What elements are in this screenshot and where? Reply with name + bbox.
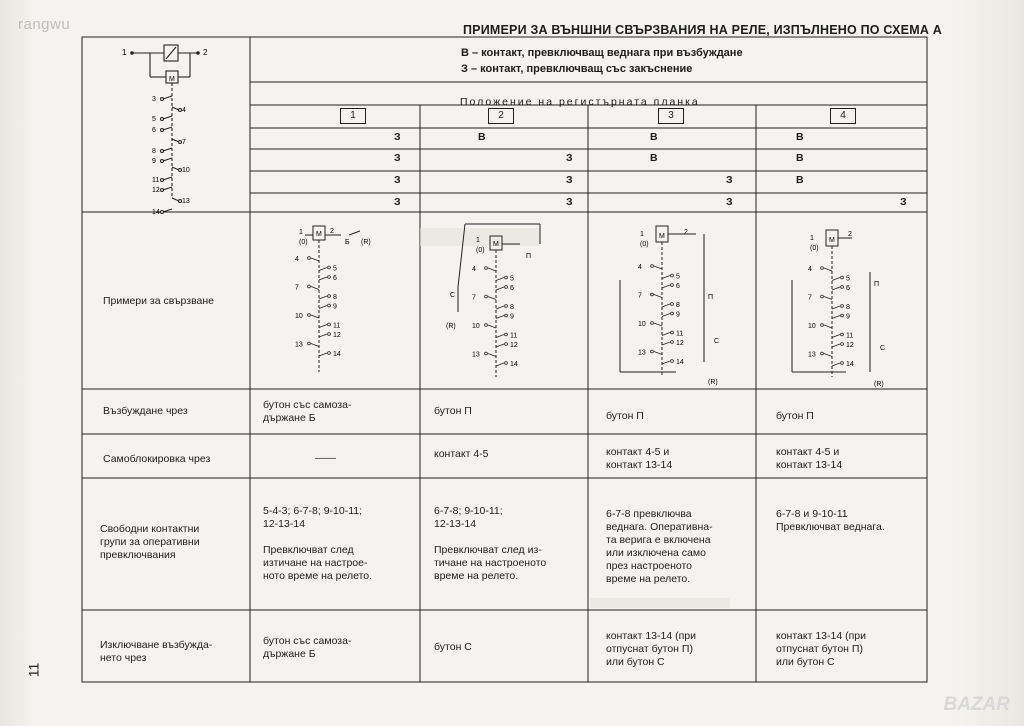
contact-mark: З bbox=[566, 174, 573, 186]
excitation-value-3: бутон П bbox=[606, 410, 644, 422]
diagram-contact-label: 6 bbox=[846, 285, 850, 292]
schematic-contact-label: 7 bbox=[182, 139, 186, 146]
legend-delayed: З – контакт, превключващ със закъснение bbox=[461, 63, 693, 75]
contact-mark: З bbox=[726, 196, 733, 208]
contact-mark: В bbox=[478, 131, 486, 143]
switch-off-value-3: контакт 13-14 (при отпуснат бутон П) или бутон С bbox=[606, 630, 696, 668]
diagram-contact-label: 9 bbox=[846, 313, 850, 321]
diagram-contact-label: 9 bbox=[333, 303, 337, 311]
d2-c: С bbox=[450, 292, 456, 299]
free-groups-value-4: 6-7-8 и 9-10-11 Превключват веднага. bbox=[776, 508, 885, 533]
d1-motor: M bbox=[316, 231, 322, 238]
d4-label-1: 1 bbox=[810, 235, 814, 242]
free-groups-value-2: 6-7-8; 9-10-11; 12-13-14 Превключват след из- тичане на настроеното време на релето. bbox=[434, 505, 547, 582]
schematic-contact-label: 11 bbox=[152, 177, 160, 184]
d3-zero: (0) bbox=[640, 241, 649, 248]
d4-r: (R) bbox=[874, 381, 884, 388]
position-box-1: 1 bbox=[340, 108, 366, 124]
schematic-motor: M bbox=[169, 76, 175, 83]
wiring-diagram-1 bbox=[265, 222, 385, 382]
d4-motor: M bbox=[829, 237, 835, 244]
d4-c: С bbox=[880, 345, 886, 352]
diagram-contact-label: 6 bbox=[510, 285, 514, 292]
d2-zero: (0) bbox=[476, 247, 485, 254]
excitation-value-4: бутон П bbox=[776, 410, 814, 422]
self-lock-value-4: контакт 4-5 и контакт 13-14 bbox=[776, 446, 843, 471]
diagram-contact-label: 8 bbox=[676, 302, 680, 309]
d1-label-1: 1 bbox=[299, 229, 303, 236]
diagram-contact-label: 14 bbox=[676, 359, 684, 366]
watermark: rangwu bbox=[18, 16, 71, 33]
diagram-contact-label: 10 bbox=[472, 323, 480, 330]
diagram-contact-label: 4 bbox=[472, 266, 476, 273]
diagram-contact-label: 5 bbox=[333, 265, 337, 273]
diagram-contact-label: 7 bbox=[295, 284, 299, 292]
position-label: Положение на регистърната планка bbox=[460, 96, 700, 108]
self-lock-value-1: —— bbox=[315, 452, 336, 464]
contact-mark: З bbox=[394, 196, 401, 208]
diagram-contact-label: 11 bbox=[676, 330, 684, 338]
schematic-label-1: 1 bbox=[122, 48, 127, 57]
schematic-contact-label: 4 bbox=[182, 107, 186, 114]
contact-mark: В bbox=[796, 174, 804, 186]
diagram-contact-label: 8 bbox=[846, 304, 850, 311]
schematic-contact-label: 13 bbox=[182, 198, 190, 205]
row-label-switch-off: Изключване възбужда- нето чрез bbox=[100, 639, 213, 664]
diagram-contact-label: 4 bbox=[638, 264, 642, 271]
contact-mark: З bbox=[566, 152, 573, 164]
d3-motor: M bbox=[659, 233, 665, 240]
d3-r: (R) bbox=[708, 379, 718, 386]
legend-immediate: В – контакт, превключващ веднага при възбуждане bbox=[461, 47, 743, 59]
switch-off-value-4: контакт 13-14 (при отпуснат бутон П) или бутон С bbox=[776, 630, 866, 668]
relay-general-schematic bbox=[110, 42, 220, 216]
diagram-contact-label: 10 bbox=[295, 313, 303, 320]
diagram-contact-label: 6 bbox=[333, 275, 337, 282]
row-label-self-lock: Самоблокировка чрез bbox=[103, 453, 211, 465]
d4-p: П bbox=[874, 281, 880, 288]
d1-label-2: 2 bbox=[330, 228, 334, 235]
contact-mark: В bbox=[796, 131, 804, 143]
diagram-contact-label: 13 bbox=[638, 349, 646, 357]
diagram-contact-label: 13 bbox=[808, 351, 816, 359]
diagram-contact-label: 4 bbox=[295, 256, 299, 263]
schematic-contact-label: 8 bbox=[152, 148, 156, 155]
excitation-value-1: бутон със самоза- държане Б bbox=[263, 399, 352, 424]
diagram-contact-label: 13 bbox=[472, 351, 480, 359]
d3-c: С bbox=[714, 338, 720, 345]
diagram-contact-label: 5 bbox=[510, 275, 514, 283]
schematic-contact-label: 6 bbox=[152, 127, 156, 134]
d2-r: (R) bbox=[446, 323, 456, 330]
position-box-2: 2 bbox=[488, 108, 514, 124]
row-label-excitation: Възбуждане чрез bbox=[103, 405, 188, 417]
position-box-3: 3 bbox=[658, 108, 684, 124]
diagram-contact-label: 14 bbox=[333, 351, 341, 358]
diagram-contact-label: 14 bbox=[846, 361, 854, 368]
schematic-contact-label: 9 bbox=[152, 158, 156, 165]
d4-zero: (0) bbox=[810, 245, 819, 252]
row-label-examples: Примери за свързване bbox=[103, 295, 215, 307]
d1-r: (R) bbox=[361, 239, 371, 246]
diagram-contact-label: 12 bbox=[510, 342, 518, 349]
free-groups-value-1: 5-4-3; 6-7-8; 9-10-11; 12-13-14 Превключват след изтичане на настрое- ното време на релето. bbox=[263, 505, 373, 582]
free-groups-value-3: 6-7-8 превключва веднага. Оперативна- та верига е включена или изключена само през настроеното време на релето. bbox=[606, 508, 713, 585]
diagram-contact-label: 4 bbox=[808, 266, 812, 273]
d3-label-1: 1 bbox=[640, 231, 644, 238]
diagram-contact-label: 11 bbox=[510, 332, 518, 340]
contact-mark: З bbox=[394, 174, 401, 186]
diagram-contact-label: 7 bbox=[638, 292, 642, 300]
diagram-contact-label: 6 bbox=[676, 283, 680, 290]
brand-logo: BAZAR bbox=[943, 694, 1010, 715]
switch-off-value-2: бутон С bbox=[434, 641, 472, 653]
diagram-contact-label: 9 bbox=[676, 311, 680, 319]
diagram-contact-label: 11 bbox=[846, 332, 854, 340]
excitation-value-2: бутон П bbox=[434, 405, 472, 417]
contact-mark: В bbox=[796, 152, 804, 164]
contact-mark: З bbox=[394, 152, 401, 164]
contact-mark: З bbox=[900, 196, 907, 208]
d2-motor: M bbox=[493, 241, 499, 248]
diagram-contact-label: 5 bbox=[846, 275, 850, 283]
wiring-diagram-2 bbox=[440, 222, 560, 387]
switch-off-value-1: бутон със самоза- държане Б bbox=[263, 635, 352, 660]
d3-p: П bbox=[708, 294, 714, 301]
schematic-contact-label: 14 bbox=[152, 209, 160, 216]
diagram-contact-label: 7 bbox=[808, 294, 812, 302]
self-lock-value-3: контакт 4-5 и контакт 13-14 bbox=[606, 446, 673, 471]
diagram-contact-label: 7 bbox=[472, 294, 476, 302]
diagram-contact-label: 12 bbox=[333, 332, 341, 339]
contact-mark: В bbox=[650, 131, 658, 143]
schematic-contact-label: 10 bbox=[182, 167, 190, 174]
position-box-4: 4 bbox=[830, 108, 856, 124]
d2-p: П bbox=[526, 253, 532, 260]
diagram-contact-label: 13 bbox=[295, 341, 303, 349]
self-lock-value-2: контакт 4-5 bbox=[434, 448, 489, 460]
wiring-diagram-3 bbox=[606, 222, 736, 387]
contact-mark: В bbox=[650, 152, 658, 164]
diagram-contact-label: 11 bbox=[333, 322, 341, 330]
d2-label-1: 1 bbox=[476, 237, 480, 244]
diagram-contact-label: 10 bbox=[638, 321, 646, 328]
diagram-contact-label: 14 bbox=[510, 361, 518, 368]
page-title: ПРИМЕРИ ЗА ВЪНШНИ СВЪРЗВАНИЯ НА РЕЛЕ, ИЗПЪЛНЕНО ПО СХЕМА А bbox=[463, 23, 942, 37]
d3-label-2: 2 bbox=[684, 229, 688, 236]
wiring-diagram-4 bbox=[776, 222, 906, 387]
diagram-contact-label: 12 bbox=[676, 340, 684, 347]
diagram-contact-label: 9 bbox=[510, 313, 514, 321]
schematic-label-2: 2 bbox=[203, 48, 208, 57]
diagram-contact-label: 12 bbox=[846, 342, 854, 349]
schematic-contact-label: 12 bbox=[152, 187, 160, 194]
diagram-contact-label: 5 bbox=[676, 273, 680, 281]
diagram-contact-label: 10 bbox=[808, 323, 816, 330]
page-number: 11 bbox=[25, 662, 42, 678]
schematic-contact-label: 5 bbox=[152, 116, 156, 123]
d1-zero: (0) bbox=[299, 239, 308, 246]
diagram-contact-label: 8 bbox=[510, 304, 514, 311]
contact-mark: З bbox=[566, 196, 573, 208]
contact-mark: З bbox=[726, 174, 733, 186]
diagram-contact-label: 8 bbox=[333, 294, 337, 301]
contact-mark: З bbox=[394, 131, 401, 143]
d1-b: Б bbox=[345, 239, 350, 246]
row-label-free-groups: Свободни контактни групи за оперативни превключвания bbox=[100, 523, 200, 561]
schematic-contact-label: 3 bbox=[152, 96, 156, 103]
d4-label-2: 2 bbox=[848, 231, 852, 238]
